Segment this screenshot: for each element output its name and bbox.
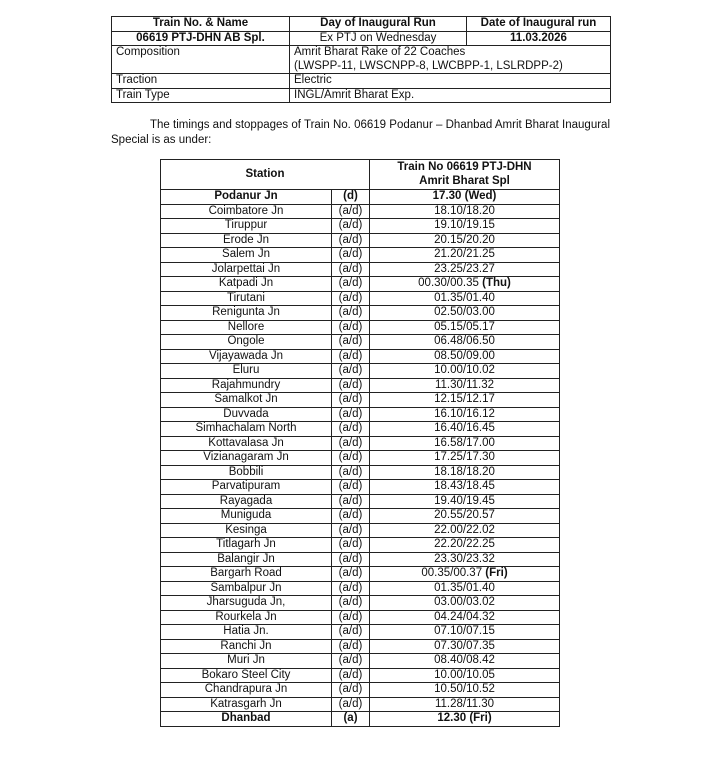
time-value: 22.00/22.02 [434, 523, 495, 536]
train-time [370, 596, 560, 611]
station-name: Bargarh Road [161, 567, 332, 582]
train-time [370, 349, 560, 364]
arrival-departure-code: (a/d) [332, 349, 370, 364]
station-name: Nellore [161, 320, 332, 335]
arrival-departure-code: (a/d) [332, 668, 370, 683]
composition-value [290, 46, 611, 74]
train-time [370, 465, 560, 480]
train-type-value: INGL/Amrit Bharat Exp. [290, 88, 611, 103]
schedule-row [161, 262, 560, 277]
traction-label: Traction [112, 74, 290, 89]
schedule-row [161, 465, 560, 480]
day-marker: (Thu) [478, 277, 511, 290]
time-value: 19.10/19.15 [434, 219, 495, 232]
arrival-departure-code: (a/d) [332, 654, 370, 669]
arrival-departure-code: (a/d) [332, 219, 370, 234]
station-name: Salem Jn [161, 248, 332, 263]
arrival-departure-code: (a/d) [332, 291, 370, 306]
time-value: 17.30 (Wed) [432, 190, 497, 203]
station-name: Duvvada [161, 407, 332, 422]
station-name: Muri Jn [161, 654, 332, 669]
time-value: 18.43/18.45 [434, 480, 495, 493]
schedule-row [161, 190, 560, 205]
time-value: 20.15/20.20 [434, 233, 495, 246]
train-time [370, 610, 560, 625]
schedule-row [161, 248, 560, 263]
arrival-departure-code: (a/d) [332, 596, 370, 611]
train-no-name: 06619 PTJ-DHN AB Spl. [112, 31, 290, 46]
station-name: Podanur Jn [161, 190, 332, 205]
train-time [370, 407, 560, 422]
station-name: Vizianagaram Jn [161, 451, 332, 466]
station-name: Eluru [161, 364, 332, 379]
train-time [370, 277, 560, 292]
intro-paragraph [111, 118, 610, 148]
train-info-table [111, 16, 611, 103]
time-value: 06.48/06.50 [434, 335, 495, 348]
time-value: 18.10/18.20 [434, 204, 495, 217]
train-time [370, 480, 560, 495]
train-time [370, 320, 560, 335]
station-name: Katpadi Jn [161, 277, 332, 292]
station-column-header: Station [161, 160, 370, 190]
arrival-departure-code: (a/d) [332, 436, 370, 451]
train-time [370, 364, 560, 379]
arrival-departure-code: (d) [332, 190, 370, 205]
time-value: 21.20/21.25 [434, 248, 495, 261]
schedule-row [161, 378, 560, 393]
time-value: 01.35/01.40 [434, 581, 495, 594]
station-name: Titlagarh Jn [161, 538, 332, 553]
train-time [370, 451, 560, 466]
arrival-departure-code: (a/d) [332, 306, 370, 321]
station-name: Jharsuguda Jn, [161, 596, 332, 611]
time-value: 22.20/22.25 [434, 538, 495, 551]
train-time [370, 494, 560, 509]
train-time [370, 567, 560, 582]
time-value: 12.15/12.17 [434, 393, 495, 406]
schedule-row [161, 480, 560, 495]
station-name: Renigunta Jn [161, 306, 332, 321]
train-time [370, 190, 560, 205]
time-value: 02.50/03.00 [434, 306, 495, 319]
train-time [370, 581, 560, 596]
schedule-row [161, 422, 560, 437]
station-name: Dhanbad [161, 712, 332, 727]
station-name: Kesinga [161, 523, 332, 538]
time-value: 11.30/11.32 [434, 378, 495, 391]
schedule-row [161, 654, 560, 669]
train-header-line-1: Train No 06619 PTJ-DHN [397, 161, 532, 173]
arrival-departure-code: (a/d) [332, 277, 370, 292]
schedule-row [161, 509, 560, 524]
arrival-departure-code: (a/d) [332, 639, 370, 654]
arrival-departure-code: (a/d) [332, 567, 370, 582]
schedule-row [161, 277, 560, 292]
schedule-row [161, 204, 560, 219]
day-of-run: Ex PTJ on Wednesday [290, 31, 467, 46]
time-value: 08.40/08.42 [434, 654, 495, 667]
station-name: Ongole [161, 335, 332, 350]
time-value: 18.18/18.20 [434, 465, 495, 478]
time-value: 00.30/00.35 [418, 277, 479, 290]
schedule-row [161, 494, 560, 509]
arrival-departure-code: (a/d) [332, 407, 370, 422]
arrival-departure-code: (a/d) [332, 523, 370, 538]
station-name: Ranchi Jn [161, 639, 332, 654]
train-time [370, 262, 560, 277]
time-value: 16.40/16.45 [434, 422, 495, 435]
train-time [370, 219, 560, 234]
time-value: 17.25/17.30 [434, 451, 495, 464]
schedule-row [161, 610, 560, 625]
arrival-departure-code: (a/d) [332, 581, 370, 596]
train-time [370, 291, 560, 306]
time-value: 05.15/05.17 [434, 320, 495, 333]
train-time [370, 523, 560, 538]
traction-value: Electric [290, 74, 611, 89]
schedule-body [161, 190, 560, 727]
arrival-departure-code: (a/d) [332, 494, 370, 509]
schedule-row [161, 683, 560, 698]
arrival-departure-code: (a/d) [332, 538, 370, 553]
schedule-row [161, 451, 560, 466]
schedule-row [161, 335, 560, 350]
composition-line-2: (LWSPP-11, LWSCNPP-8, LWCBPP-1, LSLRDPP-2) [294, 59, 563, 72]
train-time [370, 712, 560, 727]
schedule-row [161, 306, 560, 321]
arrival-departure-code: (a/d) [332, 509, 370, 524]
train-time [370, 639, 560, 654]
time-value: 23.25/23.27 [434, 262, 495, 275]
header-train-no-name: Train No. & Name [112, 17, 290, 32]
train-time [370, 697, 560, 712]
time-value: 12.30 (Fri) [437, 712, 492, 725]
train-time [370, 233, 560, 248]
time-value: 19.40/19.45 [434, 494, 495, 507]
composition-line-1: Amrit Bharat Rake of 22 Coaches [294, 46, 466, 58]
train-time [370, 378, 560, 393]
schedule-row [161, 712, 560, 727]
arrival-departure-code: (a/d) [332, 465, 370, 480]
station-name: Jolarpettai Jn [161, 262, 332, 277]
station-name: Coimbatore Jn [161, 204, 332, 219]
time-value: 00.35/00.37 [421, 567, 483, 580]
time-value: 01.35/01.40 [434, 291, 495, 304]
station-name: Bobbili [161, 465, 332, 480]
station-name: Rajahmundry [161, 378, 332, 393]
time-value: 16.58/17.00 [434, 436, 495, 449]
station-name: Muniguda [161, 509, 332, 524]
schedule-row [161, 538, 560, 553]
station-name: Rourkela Jn [161, 610, 332, 625]
time-value: 23.30/23.32 [434, 552, 495, 565]
train-time [370, 422, 560, 437]
train-time [370, 683, 560, 698]
train-time [370, 436, 560, 451]
schedule-row [161, 668, 560, 683]
train-time [370, 306, 560, 321]
arrival-departure-code: (a/d) [332, 451, 370, 466]
train-time [370, 393, 560, 408]
arrival-departure-code: (a/d) [332, 378, 370, 393]
arrival-departure-code: (a/d) [332, 480, 370, 495]
schedule-row [161, 625, 560, 640]
schedule-row [161, 523, 560, 538]
arrival-departure-code: (a/d) [332, 364, 370, 379]
schedule-table [160, 159, 560, 727]
arrival-departure-code: (a/d) [332, 204, 370, 219]
train-type-label: Train Type [112, 88, 290, 103]
station-name: Sambalpur Jn [161, 581, 332, 596]
schedule-row [161, 320, 560, 335]
station-name: Simhachalam North [161, 422, 332, 437]
day-marker: (Fri) [482, 567, 508, 580]
arrival-departure-code: (a/d) [332, 262, 370, 277]
schedule-row [161, 567, 560, 582]
train-time [370, 509, 560, 524]
train-time [370, 248, 560, 263]
schedule-row [161, 364, 560, 379]
time-value: 07.10/07.15 [434, 625, 495, 638]
station-name: Tiruppur [161, 219, 332, 234]
station-name: Rayagada [161, 494, 332, 509]
arrival-departure-code: (a/d) [332, 552, 370, 567]
schedule-row [161, 219, 560, 234]
station-name: Bokaro Steel City [161, 668, 332, 683]
arrival-departure-code: (a/d) [332, 422, 370, 437]
schedule-row [161, 581, 560, 596]
train-column-header [370, 160, 560, 190]
schedule-row [161, 349, 560, 364]
header-day-of-run: Day of Inaugural Run [290, 17, 467, 32]
time-value: 16.10/16.12 [434, 407, 495, 420]
schedule-row [161, 639, 560, 654]
arrival-departure-code: (a/d) [332, 393, 370, 408]
train-time [370, 538, 560, 553]
schedule-row [161, 233, 560, 248]
train-time [370, 552, 560, 567]
arrival-departure-code: (a/d) [332, 335, 370, 350]
arrival-departure-code: (a) [332, 712, 370, 727]
station-name: Tirutani [161, 291, 332, 306]
time-value: 04.24/04.32 [434, 610, 495, 623]
arrival-departure-code: (a/d) [332, 625, 370, 640]
schedule-row [161, 393, 560, 408]
train-header-line-2: Amrit Bharat Spl [419, 174, 510, 187]
train-time [370, 625, 560, 640]
train-time [370, 335, 560, 350]
time-value: 20.55/20.57 [434, 509, 495, 522]
time-value: 10.00/10.05 [434, 668, 495, 681]
station-name: Katrasgarh Jn [161, 697, 332, 712]
time-value: 11.28/11.30 [434, 697, 495, 710]
station-name: Balangir Jn [161, 552, 332, 567]
date-of-run: 11.03.2026 [467, 31, 611, 46]
intro-text: The timings and stoppages of Train No. 06619 Podanur – Dhanbad Amrit Bharat Inaugural Special is as under: [111, 119, 610, 146]
time-value: 10.00/10.02 [434, 364, 495, 377]
train-time [370, 654, 560, 669]
arrival-departure-code: (a/d) [332, 320, 370, 335]
station-name: Vijayawada Jn [161, 349, 332, 364]
station-name: Parvatipuram [161, 480, 332, 495]
time-value: 07.30/07.35 [434, 639, 495, 652]
header-date-of-run: Date of Inaugural run [467, 17, 611, 32]
station-name: Kottavalasa Jn [161, 436, 332, 451]
time-value: 08.50/09.00 [434, 349, 495, 362]
arrival-departure-code: (a/d) [332, 610, 370, 625]
schedule-row [161, 436, 560, 451]
train-time [370, 204, 560, 219]
arrival-departure-code: (a/d) [332, 697, 370, 712]
station-name: Chandrapura Jn [161, 683, 332, 698]
arrival-departure-code: (a/d) [332, 248, 370, 263]
time-value: 10.50/10.52 [434, 683, 495, 696]
station-name: Erode Jn [161, 233, 332, 248]
composition-label: Composition [112, 46, 290, 74]
schedule-row [161, 697, 560, 712]
time-value: 03.00/03.02 [434, 596, 495, 609]
schedule-row [161, 407, 560, 422]
arrival-departure-code: (a/d) [332, 233, 370, 248]
arrival-departure-code: (a/d) [332, 683, 370, 698]
station-name: Hatia Jn. [161, 625, 332, 640]
schedule-row [161, 596, 560, 611]
station-name: Samalkot Jn [161, 393, 332, 408]
schedule-row [161, 552, 560, 567]
train-time [370, 668, 560, 683]
schedule-row [161, 291, 560, 306]
